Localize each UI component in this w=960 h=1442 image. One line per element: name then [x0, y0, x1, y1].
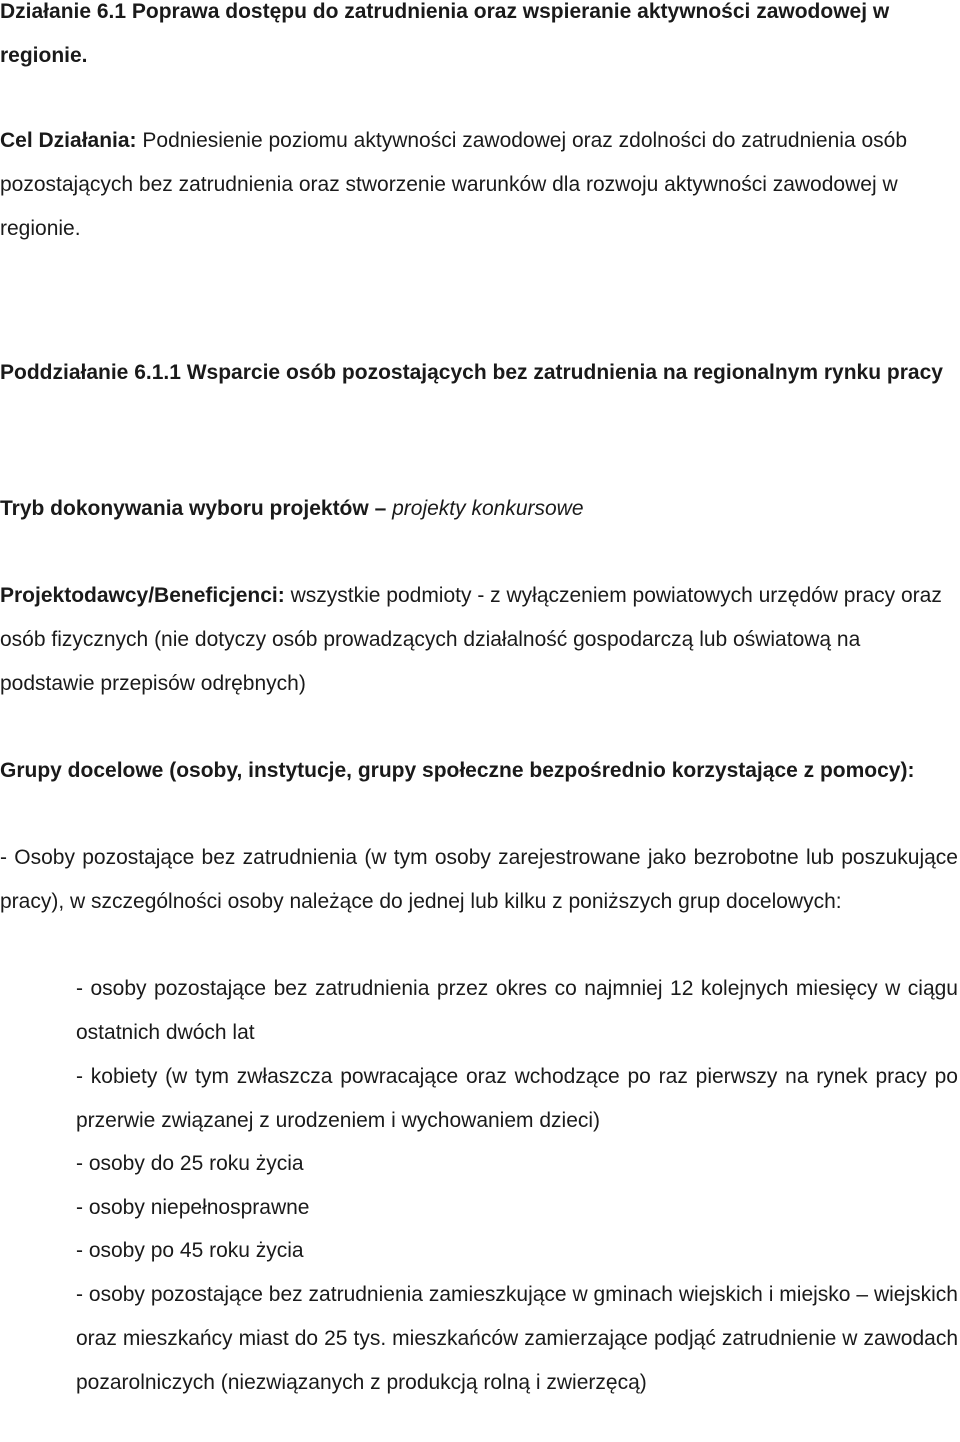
selection-mode-label: Tryb dokonywania wyboru projektów — [0, 497, 369, 520]
target-group-item: - osoby po 45 roku życia — [76, 1239, 304, 1262]
target-groups-heading: Grupy docelowe (osoby, instytucje, grupy społeczne bezpośrednio korzystające z pomocy): — [0, 759, 915, 782]
goal-text: Podniesienie poziomu aktywności zawodowej oraz zdolności do zatrudnienia osób pozostających bez zatrudnienia oraz stworzenie warunków dla rozwoju aktywności zawodowej w regionie. — [0, 129, 907, 240]
goal-paragraph — [0, 119, 958, 251]
target-group-item: - osoby do 25 roku życia — [76, 1152, 304, 1175]
target-group-item: - osoby pozostające bez zatrudnienia przez okres co najmniej 12 kolejnych miesięcy w ciągu ostatnich dwóch lat — [76, 977, 958, 1044]
selection-mode-value: projekty konkursowe — [392, 497, 584, 520]
subsection-title: Poddziałanie 6.1.1 Wsparcie osób pozostających bez zatrudnienia na regionalnym rynku pracy — [0, 361, 943, 384]
section-title: Działanie 6.1 Poprawa dostępu do zatrudnienia oraz wspieranie aktywności zawodowej w regionie. — [0, 0, 890, 67]
beneficiaries-text: wszystkie podmioty - z wyłączeniem powiatowych urzędów pracy oraz osób fizycznych (nie dotyczy osób prowadzących działalność gospodarczą lub oświatową na podstawie przepisów odrębnych) — [0, 584, 942, 695]
beneficiaries-paragraph — [0, 574, 958, 706]
selection-mode-dash: – — [368, 497, 393, 520]
goal-label: Cel Działania: — [0, 129, 137, 152]
target-group-item: - kobiety (w tym zwłaszcza powracające oraz wchodzące po raz pierwszy na rynek pracy po przerwie związanej z urodzeniem i wychowaniem dzieci) — [76, 1065, 958, 1132]
selection-mode — [0, 487, 958, 531]
target-group-item: - osoby pozostające bez zatrudnienia zamieszkujące w gminach wiejskich i miejsko – wiejskich oraz mieszkańcy miast do 25 tys. mieszkańców zamierzające podjąć zatrudnienie w zawodach pozarolniczych (niezwiązanych z produkcją rolną i zwierzęcą) — [76, 1283, 958, 1394]
beneficiaries-label: Projektodawcy/Beneficjenci: — [0, 584, 285, 607]
target-group-item: - osoby niepełnosprawne — [76, 1196, 310, 1219]
target-groups-intro: - Osoby pozostające bez zatrudnienia (w tym osoby zarejestrowane jako bezrobotne lub poszukujące pracy), w szczególności osoby należące do jednej lub kilku z poniższych grup docelowych: — [0, 846, 958, 913]
